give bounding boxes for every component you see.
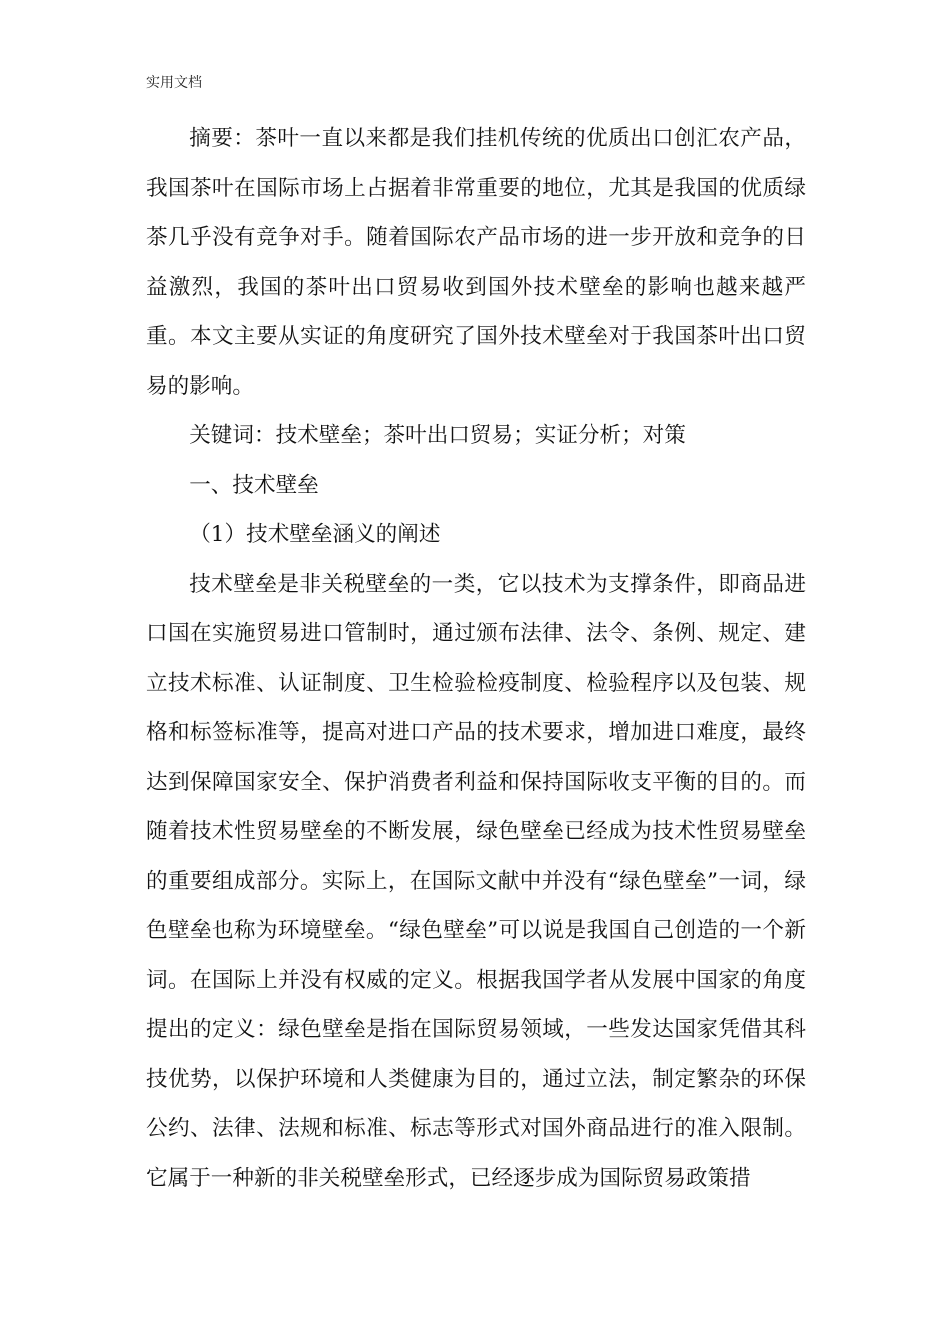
body-paragraph: 技术壁垒是非关税壁垒的一类，它以技术为支撑条件，即商品进口国在实施贸易进口管制时，通过颁布法律、法令、条例、规定、建立技术标准、认证制度、卫生检验检疫制度、检验程序以及包装、规格和标签标准等，提高对进口产品的技术要求，增加进口难度，最终达到保障国家安全、保护消费者利益和保持国际收支平衡的目的。而随着技术性贸易壁垒的不断发展，绿色壁垒已经成为技术性贸易壁垒的重要组成部分。实际上，在国际文献中并没有“绿色壁垒”一词，绿色壁垒也称为环境壁垒。“绿色壁垒”可以说是我国自己创造的一个新词。在国际上并没有权威的定义。根据我国学者从发展中国家的角度提出的定义：绿色壁垒是指在国际贸易领域，一些发达国家凭借其科技优势，以保护环境和人类健康为目的，通过立法，制定繁杂的环保公约、法律、法规和标准、标志等形式对国外商品进行的准入限制。它属于一种新的非关税壁垒形式，已经逐步成为国际贸易政策措 [146, 571, 806, 1191]
page-header-label: 实用文档 [146, 75, 202, 91]
section-heading: 一、技术壁垒 [189, 472, 319, 498]
subsection-heading: （1）技术壁垒涵义的阐述 [189, 522, 441, 547]
abstract-paragraph: 摘要：茶叶一直以来都是我们挂机传统的优质出口创汇农产品，我国茶叶在国际市场上占据着非常重要的地位，尤其是我国的优质绿茶几乎没有竞争对手。随着国际农产品市场的进一步开放和竞争的日益激烈，我国的茶叶出口贸易收到国外技术壁垒的影响也越来越严重。本文主要从实证的角度研究了国外技术壁垒对于我国茶叶出口贸易的影响。 [146, 126, 806, 399]
document-body [146, 114, 806, 1203]
keywords-paragraph: 关键词：技术壁垒；茶叶出口贸易；实证分析；对策 [189, 423, 686, 448]
